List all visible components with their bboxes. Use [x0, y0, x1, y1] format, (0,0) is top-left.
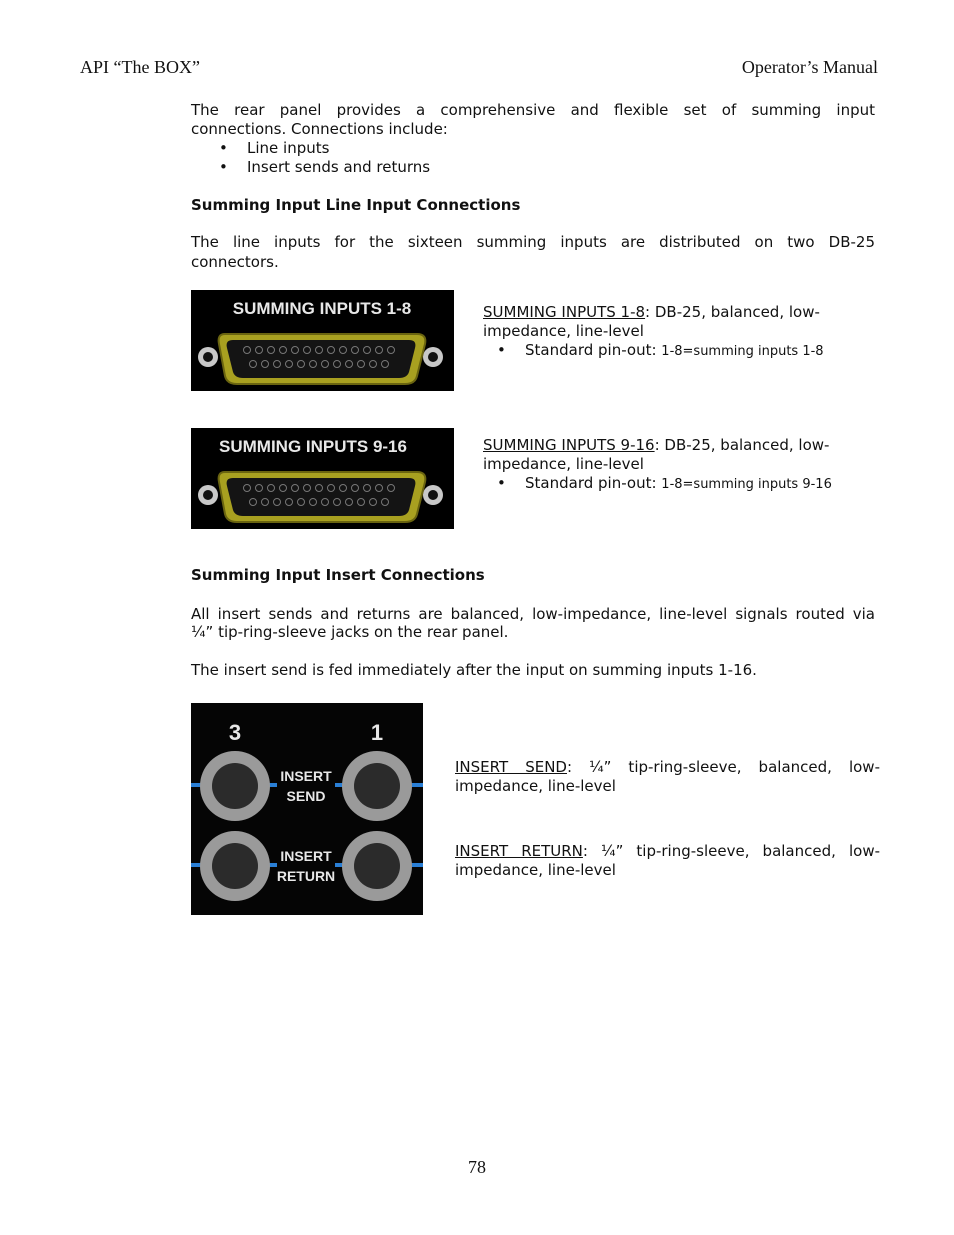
- jack-number-3: 3: [228, 720, 242, 745]
- insert-send-link[interactable]: INSERT SEND: [455, 758, 567, 776]
- insert-return-label-2: RETURN: [276, 868, 336, 884]
- db25-connector-graphic: [191, 428, 454, 529]
- connector-label: SUMMING INPUTS 9-16: [219, 437, 407, 456]
- insert-send-label-2: SEND: [286, 788, 326, 804]
- insert-return-link[interactable]: INSERT RETURN: [455, 842, 583, 860]
- insert-return-label-1: INSERT: [280, 848, 332, 864]
- connector-1-description: [483, 303, 863, 361]
- line-inputs-text-1: The line inputs for the sixteen summing inputs are distributed on two DB-25: [191, 233, 875, 251]
- list-item: • Line inputs: [191, 139, 430, 158]
- insert-return-desc-line-2: impedance, line-level: [455, 861, 616, 879]
- intro-line-2: connections. Connections include:: [191, 120, 448, 138]
- jack-number-1: 1: [370, 720, 384, 745]
- page-number: 78: [468, 1157, 486, 1177]
- insert-text-1: All insert sends and returns are balanced, low-impedance, line-level signals routed via: [191, 605, 875, 623]
- insert-return-desc-text: : ¼” tip-ring-sleeve, balanced, low-: [582, 842, 880, 860]
- insert-send-description: [455, 758, 880, 796]
- pinout-value: 1-8=summing inputs 9-16: [661, 477, 832, 492]
- section-heading-line-inputs: Summing Input Line Input Connections: [191, 196, 521, 214]
- section-heading-insert: Summing Input Insert Connections: [191, 566, 485, 584]
- insert-jacks-image: [191, 703, 423, 915]
- connector-2-link[interactable]: SUMMING INPUTS 9-16: [483, 436, 655, 454]
- list-item: • Insert sends and returns: [191, 158, 430, 177]
- pinout-value: 1-8=summing inputs 1-8: [661, 344, 824, 359]
- connector-label: SUMMING INPUTS 1-8: [232, 299, 412, 318]
- connector-2-desc-line-2: impedance, line-level: [483, 455, 644, 473]
- insert-jacks-graphic: [191, 703, 423, 915]
- intro-bullet-list: [191, 139, 430, 177]
- connector-1-desc-line-2: impedance, line-level: [483, 322, 644, 340]
- pinout-label: Standard pin-out:: [525, 474, 662, 492]
- insert-text-3: The insert send is fed immediately after the input on summing inputs 1-16.: [191, 661, 757, 679]
- insert-text-2: ¼” tip-ring-sleeve jacks on the rear panel.: [191, 623, 509, 641]
- connector-1-link[interactable]: SUMMING INPUTS 1-8: [483, 303, 646, 321]
- header-manual-name: Operator’s Manual: [741, 57, 878, 77]
- insert-send-desc-line-2: impedance, line-level: [455, 777, 616, 795]
- db25-connector-image-1-8: [191, 290, 454, 391]
- insert-return-description: [455, 842, 880, 880]
- insert-send-label-1: INSERT: [280, 768, 332, 784]
- connector-2-desc-text: : DB-25, balanced, low-: [654, 436, 830, 454]
- header-title: API “The BOX”: [80, 57, 200, 77]
- insert-send-desc-text: : ¼” tip-ring-sleeve, balanced, low-: [566, 758, 880, 776]
- db25-connector-image-9-16: [191, 428, 454, 529]
- pinout-label: Standard pin-out:: [525, 341, 662, 359]
- intro-line-1: The rear panel provides a comprehensive and flexible set of summing input: [191, 101, 875, 119]
- list-item: [483, 474, 873, 494]
- line-inputs-text-2: connectors.: [191, 253, 279, 271]
- db25-connector-graphic: [191, 290, 454, 391]
- connector-2-description: [483, 436, 873, 494]
- list-item: [483, 341, 863, 361]
- connector-1-desc-text: : DB-25, balanced, low-: [645, 303, 820, 321]
